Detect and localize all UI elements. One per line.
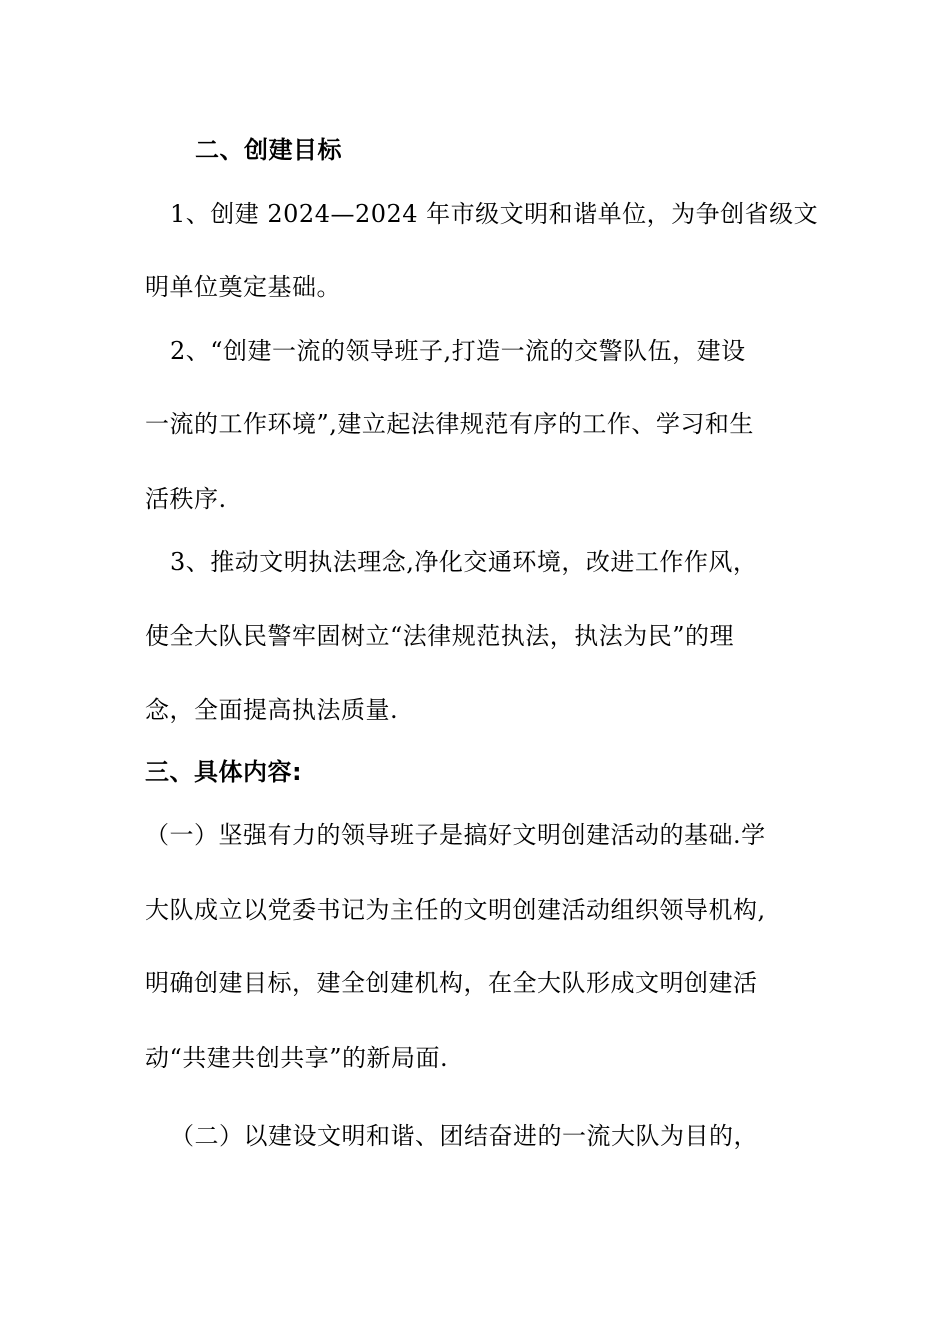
- content-para-1-line-1: （一）坚强有力的领导班子是搞好文明创建活动的基础.学: [145, 821, 766, 849]
- section-heading-goals: 二、创建目标: [195, 136, 342, 164]
- goal-item-2-line-1: 2、“创建一流的领导班子,打造一流的交警队伍，建设: [170, 337, 746, 365]
- content-para-2-line-1: （二）以建设文明和谐、团结奋进的一流大队为目的，: [170, 1122, 758, 1150]
- goal-item-3-line-3: 念，全面提高执法质量.: [145, 696, 399, 724]
- content-para-1-line-4: 动“共建共创共享”的新局面.: [145, 1044, 449, 1072]
- goal-item-2-line-3: 活秩序.: [145, 485, 227, 513]
- goal-item-3-line-2: 使全大队民警牢固树立“法律规范执法，执法为民”的理: [145, 622, 735, 650]
- goal-item-3-line-1: 3、推动文明执法理念,净化交通环境，改进工作作风，: [170, 548, 758, 576]
- content-para-1-line-3: 明确创建目标，建全创建机构，在全大队形成文明创建活: [145, 969, 758, 997]
- goal-item-1-line-1: 1、创建 2024—2024 年市级文明和谐单位，为争创省级文: [170, 200, 819, 228]
- goal-item-1-line-2: 明单位奠定基础。: [145, 273, 341, 301]
- content-para-1-line-2: 大队成立以党委书记为主任的文明创建活动组织领导机构,: [145, 896, 766, 924]
- goal-item-2-line-2: 一流的工作环境”,建立起法律规范有序的工作、学习和生: [145, 410, 754, 438]
- section-heading-content: 三、具体内容:: [145, 758, 303, 786]
